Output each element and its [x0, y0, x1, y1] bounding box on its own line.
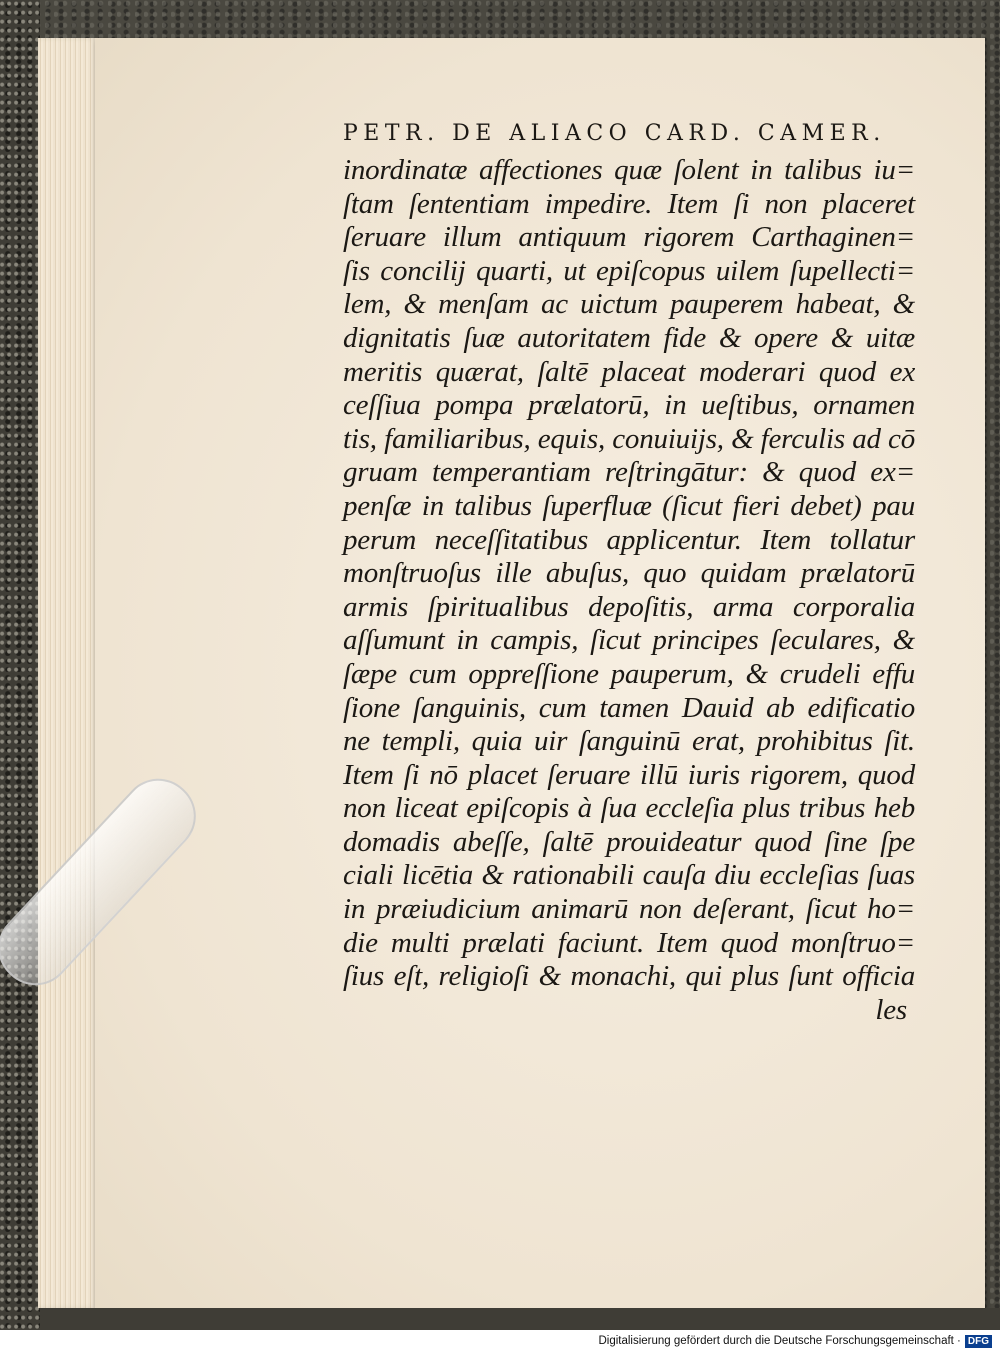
- text-line: domadis abeſſe, ſaltē prouideatur quod ſine ſpe: [343, 825, 915, 858]
- footer-credit: [598, 1333, 992, 1349]
- text-line: ſione ſanguinis, cum tamen Dauid ab edificatio: [343, 691, 915, 724]
- text-line: meritis quærat, ſaltē placeat moderari quod ex: [343, 355, 915, 388]
- text-line: perum neceſſitatibus applicentur. Item tollatur: [343, 523, 915, 556]
- running-head: PETR. DE ALIACO CARD. CAMER.: [343, 121, 886, 146]
- text-line: lem, & menſam ac uictum pauperem habeat, &: [343, 288, 915, 321]
- page-edges: [38, 38, 98, 1308]
- text-line: in præiudicium animarū non deſerant, ſicut ho=: [343, 893, 915, 926]
- text-line: ſeruare illum antiquum rigorem Carthaginen=: [343, 221, 915, 254]
- footer-text: Digitalisierung gefördert durch die Deutsche Forschungsgemeinschaft ·: [598, 1335, 961, 1347]
- catchword: les: [875, 993, 907, 1026]
- text-line: monſtruoſus ille abuſus, quo quidam prælatorū: [343, 557, 915, 590]
- text-line: ſæpe cum oppreſſione pauperum, & crudeli effu: [343, 657, 915, 690]
- text-line: ſius eſt, religioſi & monachi, qui plus ſunt officia: [343, 960, 915, 993]
- text-line: die multi prælati faciunt. Item quod monſtruo=: [343, 926, 915, 959]
- text-line: ſtam ſententiam impedire. Item ſi non placeret: [343, 187, 915, 220]
- text-line: ceſſiua pompa prælatorū, in ueſtibus, ornamen: [343, 389, 915, 422]
- text-line: tis, familiaribus, equis, conuiuijs, & ferculis ad cō: [343, 422, 915, 455]
- text-line: penſæ in talibus ſuperfluæ (ſicut fieri debet) pau: [343, 489, 915, 522]
- book-cover-board: [0, 0, 40, 1330]
- text-line: ciali licētia & rationabili cauſa diu eccleſias ſuas: [343, 859, 915, 892]
- text-line: ſis concilij quarti, ut epiſcopus uilem ſupellecti=: [343, 254, 915, 287]
- text-line: inordinatæ affectiones quæ ſolent in talibus iu=: [343, 154, 915, 186]
- text-lines: [343, 154, 915, 994]
- text-line: gruam temperantiam reſtringātur: & quod ex=: [343, 456, 915, 489]
- book-cover-bottom: [40, 1308, 1000, 1330]
- text-line: aſſumunt in campis, ſicut principes ſeculares, &: [343, 624, 915, 657]
- text-line: non liceat epiſcopis à ſua eccleſia plus tribus heb: [343, 792, 915, 825]
- text-line: armis ſpiritualibus depoſitis, arma corporalia: [343, 590, 915, 623]
- text-line: ne templi, quia uir ſanguinū erat, prohibitus ſit.: [343, 725, 915, 758]
- text-block: [343, 114, 915, 1027]
- text-line: Item ſi nō placet ſeruare illū iuris rigorem, quod: [343, 758, 915, 791]
- dfg-logo[interactable]: DFG: [965, 1335, 992, 1348]
- text-line: dignitatis ſuæ autoritatem fide & opere & uitæ: [343, 321, 915, 354]
